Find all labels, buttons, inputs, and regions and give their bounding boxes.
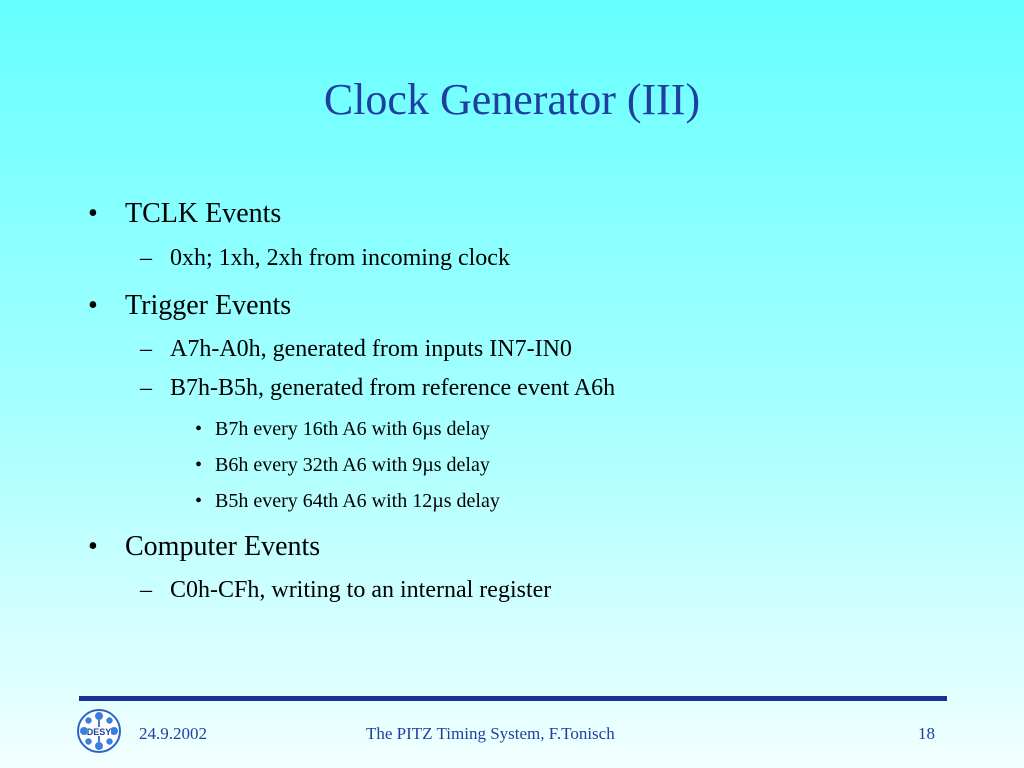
sub-bullet-b7h-b5h: B7h-B5h, generated from reference event A6h — [170, 375, 616, 401]
sub-sub-bullet-b6h: B6h every 32th A6 with 9µs delay — [215, 454, 490, 476]
desy-logo — [76, 708, 122, 754]
bullet-marker: • — [195, 454, 203, 476]
page-number: 18 — [918, 724, 935, 743]
dash-marker: – — [140, 336, 152, 362]
dash-marker: – — [140, 245, 152, 271]
sub-sub-bullet-b7h: B7h every 16th A6 with 6µs delay — [215, 418, 490, 440]
bullet-tclk-events: TCLK Events — [125, 198, 282, 229]
bullet-marker: • — [88, 531, 98, 562]
footer-date: 24.9.2002 — [139, 724, 207, 743]
dash-marker: – — [140, 577, 152, 603]
sub-bullet-tclk-codes: 0xh; 1xh, 2xh from incoming clock — [170, 245, 510, 271]
bullet-marker: • — [88, 290, 98, 321]
slide-title: Clock Generator (III) — [323, 75, 701, 124]
bullet-marker: • — [195, 490, 203, 512]
dash-marker: – — [140, 375, 152, 401]
footer-title: The PITZ Timing System, F.Tonisch — [366, 724, 615, 743]
bullet-marker: • — [88, 198, 98, 229]
sub-bullet-a7h-a0h: A7h-A0h, generated from inputs IN7-IN0 — [170, 336, 572, 362]
footer-divider — [79, 696, 947, 701]
bullet-trigger-events: Trigger Events — [125, 290, 292, 321]
sub-sub-bullet-b5h: B5h every 64th A6 with 12µs delay — [215, 490, 500, 512]
bullet-marker: • — [195, 418, 203, 440]
sub-bullet-c0h-cfh: C0h-CFh, writing to an internal register — [170, 577, 552, 603]
logo-lettering: DESY — [86, 727, 112, 737]
bullet-computer-events: Computer Events — [125, 531, 321, 562]
